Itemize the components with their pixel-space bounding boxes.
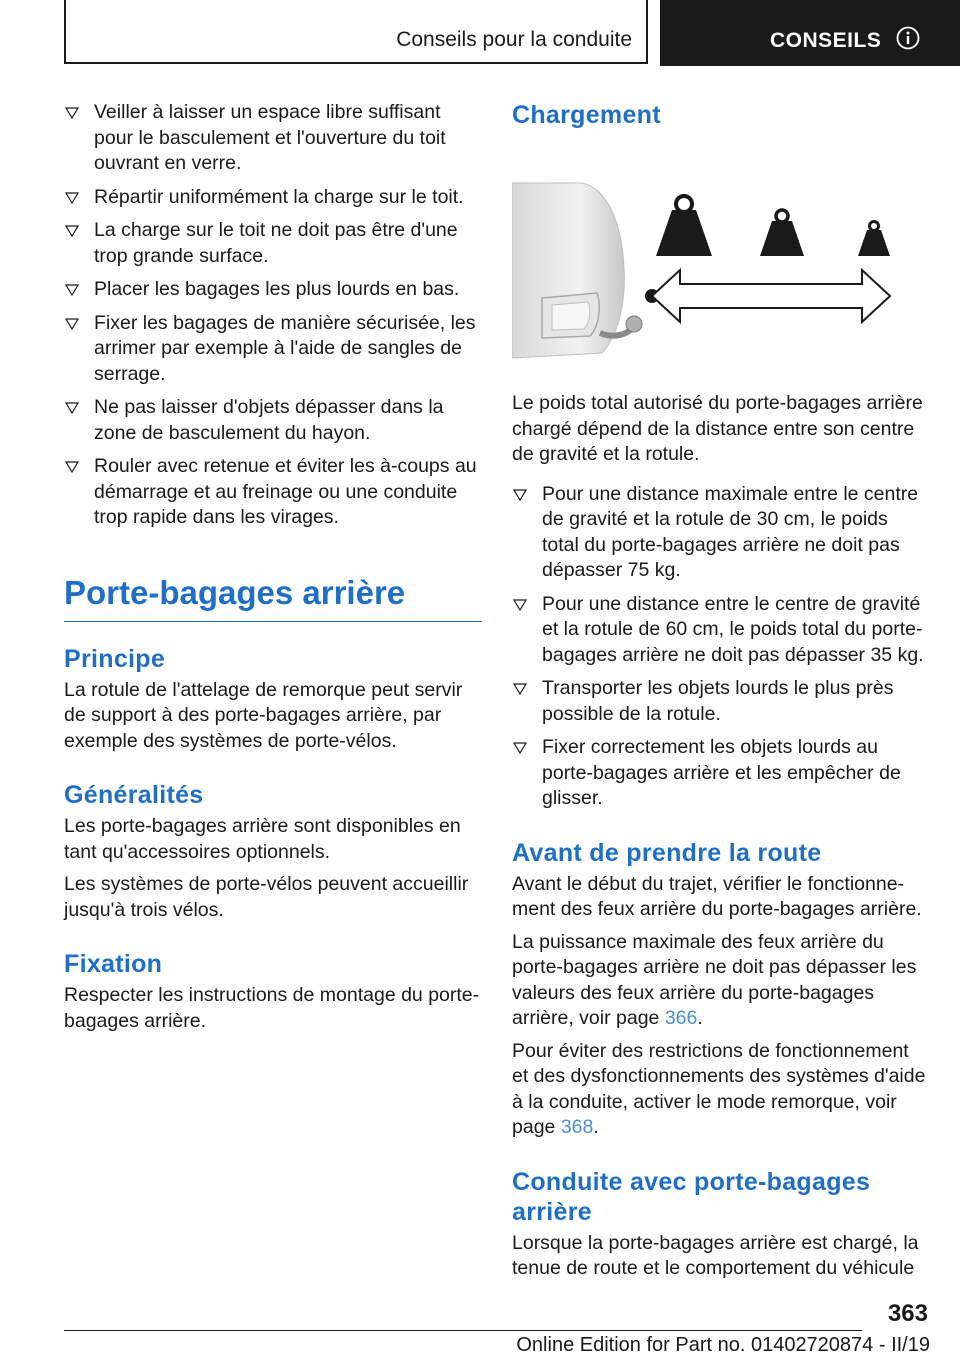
list-item: Fixer les bagages de manière sécurisée, les arrimer par exemple à l'aide de sangles de serrage. — [64, 311, 482, 388]
header-chapter-box — [660, 0, 960, 66]
principe-text: La rotule de l'attelage de remorque peut servir de support à des porte-bagages arrière, par exemple des systèmes de porte-vélos. — [64, 678, 463, 752]
list-item: Rouler avec retenue et éviter les à-coups au démarrage et au freinage ou une conduite trop rapide dans les virages. — [64, 454, 482, 531]
section-heading: Porte-bagages arrière — [64, 573, 482, 622]
list-item: Pour une distance maximale entre le centre de gravité et la rotule de 30 cm, le poids total du porte-bagages arrière ne doit pas dépasser 75 kg. — [512, 482, 928, 584]
triangle-bullet-icon — [65, 318, 79, 330]
triangle-bullet-icon — [65, 402, 79, 414]
triangle-bullet-icon — [65, 192, 79, 204]
list-item: Veiller à laisser un espace libre suffisant pour le basculement et l'ouverture du toit ouvrant en verre. — [64, 100, 482, 177]
chargement-text: Le poids total autorisé du porte-bagages arrière chargé dépend de la distance entre son centre de gravité et la rotule. — [512, 392, 923, 465]
triangle-bullet-icon — [65, 461, 79, 473]
load-distribution-illustration — [512, 148, 928, 368]
triangle-bullet-icon — [65, 225, 79, 237]
light-weight-icon — [858, 222, 890, 257]
avant-heading: Avant de prendre la route — [512, 838, 822, 867]
principe-heading: Principe — [64, 644, 166, 673]
triangle-bullet-icon — [513, 489, 527, 501]
list-item: Transporter les objets lourds le plus près possible de la rotule. — [512, 676, 928, 727]
list-item: Ne pas laisser d'objets dépasser dans la zone de basculement du hayon. — [64, 395, 482, 446]
triangle-bullet-icon — [65, 107, 79, 119]
heavy-weight-icon — [656, 196, 712, 256]
right-column — [512, 100, 928, 1289]
medium-weight-icon — [760, 210, 804, 256]
triangle-bullet-icon — [65, 284, 79, 296]
avant-text-3: Pour éviter des restrictions de fonctionnement et des dysfonctionnements des systèmes d'aide à la conduite, activer le mode remorque, voir page 368. — [512, 1039, 926, 1138]
avant-text-2: La puissance maximale des feux arrière du porte-bagages arrière ne doit pas dépasser les valeurs des feux arrière du porte-bagages arrière, voir page 366. — [512, 930, 917, 1029]
page-header — [64, 0, 960, 66]
generalites-text-1: Les porte-bagages arrière sont disponibles en tant qu'accessoires optionnels. — [64, 815, 461, 863]
page-link-366[interactable]: 366 — [664, 1007, 698, 1029]
left-column — [64, 100, 482, 1041]
generalites-text-2: Les systèmes de porte-vélos peuvent accueillir jusqu'à trois vélos. — [64, 873, 469, 921]
list-item: La charge sur le toit ne doit pas être d'une trop grande surface. — [64, 218, 482, 269]
car-rear-illustration — [512, 183, 642, 358]
info-circle-icon — [896, 26, 920, 50]
left-bullet-list — [64, 100, 482, 531]
triangle-bullet-icon — [513, 683, 527, 695]
header-section-box — [64, 0, 648, 64]
list-item: Pour une distance entre le centre de gravité et la rotule de 60 cm, le poids total du porte-bagages arrière ne doit pas dépasser 35 kg. — [512, 592, 928, 669]
triangle-bullet-icon — [513, 742, 527, 754]
edition-footer: Online Edition for Part no. 01402720874 - II/19 — [516, 1334, 930, 1356]
fixation-heading: Fixation — [64, 950, 163, 978]
list-item: Répartir uniformément la charge sur le toit. — [64, 185, 482, 211]
generalites-heading: Généralités — [64, 781, 204, 809]
footer-divider — [64, 1330, 862, 1331]
list-item: Placer les bagages les plus lourds en bas. — [64, 277, 482, 303]
header-chapter-title: CONSEILS — [770, 29, 882, 52]
right-bullet-list — [512, 482, 928, 812]
page-link-368[interactable]: 368 — [560, 1116, 594, 1138]
chargement-heading: Chargement — [512, 101, 661, 129]
list-item: Fixer correctement les objets lourds au porte-bagages arrière et les empêcher de glisser. — [512, 735, 928, 812]
fixation-text: Respecter les instructions de montage du porte-bagages arrière. — [64, 984, 480, 1032]
avant-text-1: Avant le début du trajet, vérifier le fonctionnement des feux arrière du porte-bagages arrière. — [512, 872, 922, 920]
conduite-heading: Conduite avec porte-bagages arrière — [512, 1167, 871, 1226]
triangle-bullet-icon — [513, 599, 527, 611]
header-section-title: Conseils pour la conduite — [396, 28, 632, 51]
distance-arrow-icon — [645, 270, 890, 322]
page-number: 363 — [887, 1300, 928, 1327]
conduite-text: Lorsque la porte-bagages arrière est chargé, la tenue de route et le comportement du véhicule — [512, 1231, 919, 1279]
